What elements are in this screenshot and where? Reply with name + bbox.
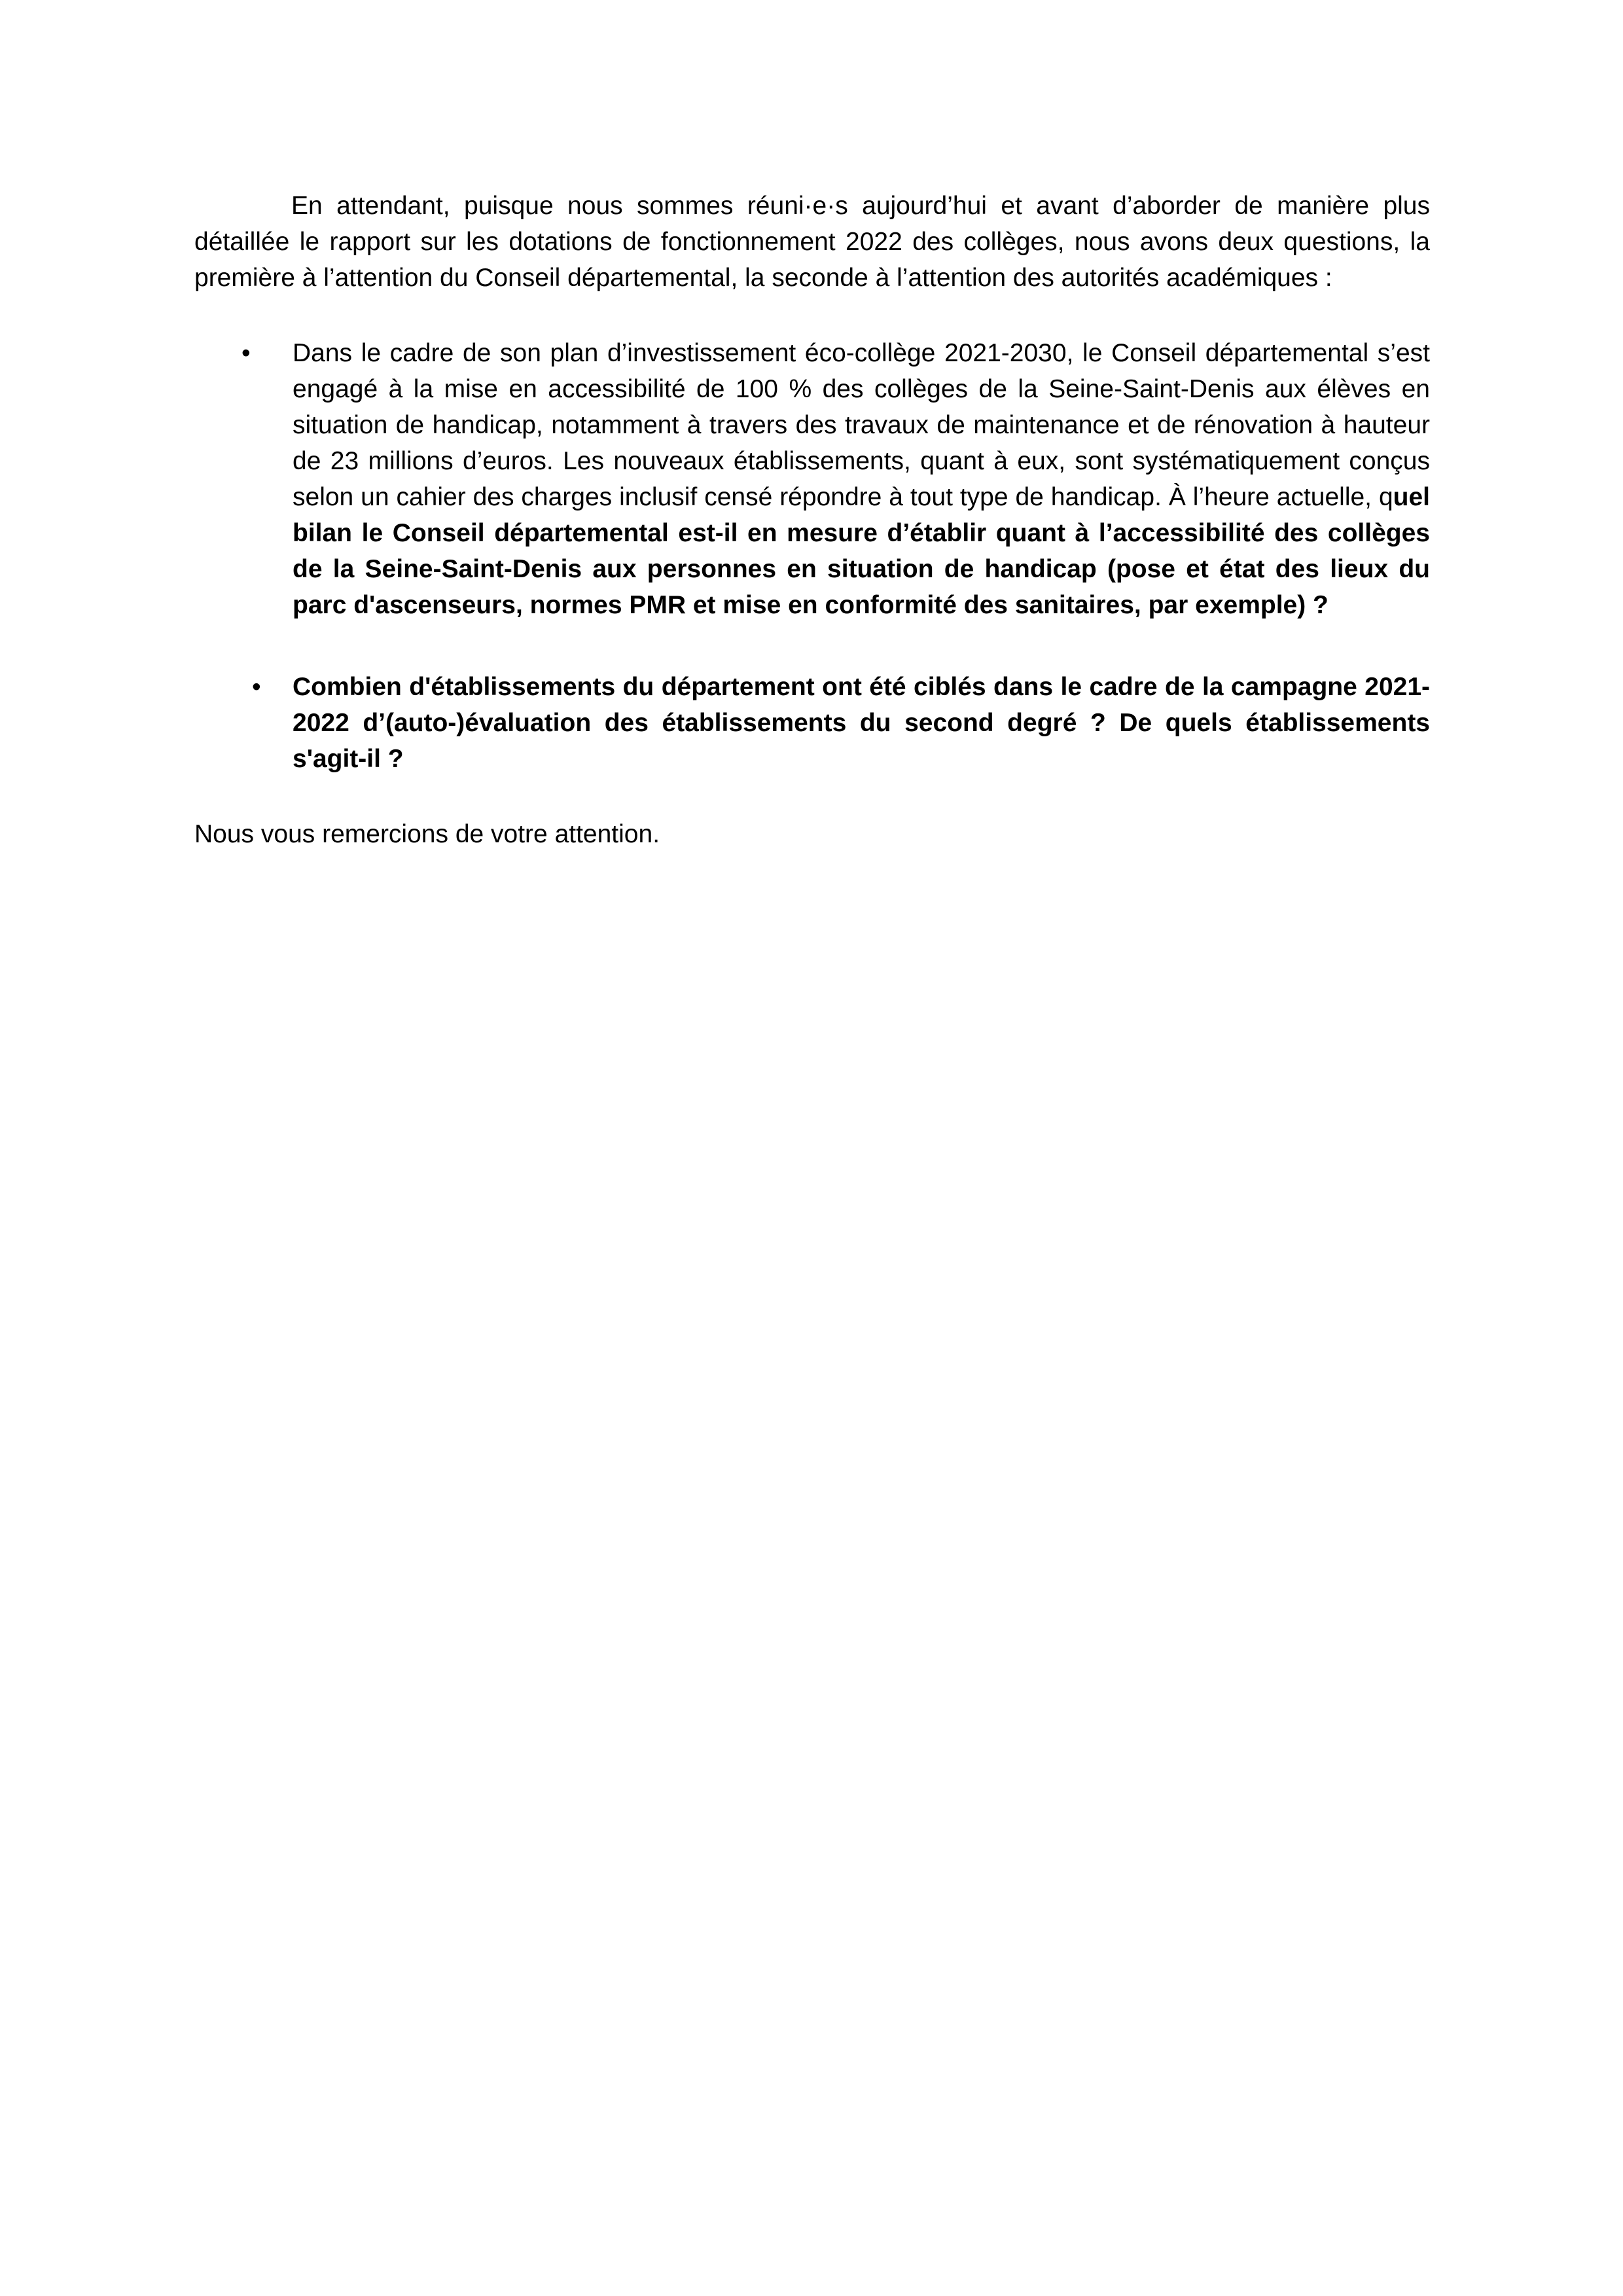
closing-paragraph: Nous vous remercions de votre attention.: [194, 820, 660, 848]
bullet-icon: •: [252, 673, 261, 701]
bullet-text-bold: uel bilan le Conseil départemental est-il en mesure d’établir quant à l’accessibilité des collèges de la Seine-Saint-Denis aux personnes en situation de handicap (pose et état des lieux du parc d'ascenseurs, normes PMR et mise en conformité des sanitaires, par exemple) ?: [293, 483, 1430, 619]
list-item: [194, 669, 1430, 777]
list-item: [194, 335, 1430, 623]
questions-list: [194, 335, 1430, 777]
document-body: [194, 188, 1430, 852]
bullet-text-bold: Combien d'établissements du département ont été ciblés dans le cadre de la campagne 2021-2022 d’(auto-)évaluation des établissements du second degré ? De quels établissements s'agit-il ?: [293, 673, 1430, 773]
bullet-text-regular: Dans le cadre de son plan d’investissement éco-collège 2021-2030, le Conseil départemental s’est engagé à la mise en accessibilité de 100 % des collèges de la Seine-Saint-Denis aux élèves en situation de handicap, notamment à travers des travaux de maintenance et de rénovation à hauteur de 23 millions d’euros. Les nouveaux établissements, quant à eux, sont systématiquement conçus selon un cahier des charges inclusif censé répondre à tout type de handicap. À l’heure actuelle, q: [293, 339, 1430, 511]
intro-paragraph: En attendant, puisque nous sommes réuni·e·s aujourd’hui et avant d’aborder de manière plus détaillée le rapport sur les dotations de fonctionnement 2022 des collèges, nous avons deux questions, la première à l’attention du Conseil départemental, la seconde à l’attention des autorités académiques :: [194, 192, 1430, 292]
bullet-icon: •: [241, 339, 251, 367]
